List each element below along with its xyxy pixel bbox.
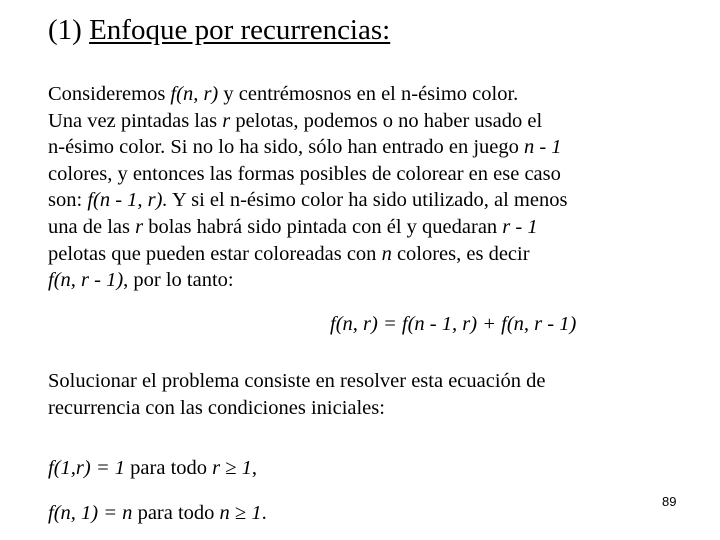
paragraph-recurrence-explanation bbox=[48, 81, 567, 294]
paragraph2-line-2: recurrencia con las condiciones iniciales: bbox=[48, 396, 385, 419]
math-text: r - 1 bbox=[502, 215, 538, 238]
math-text: n bbox=[381, 242, 392, 265]
text: colores, y entonces las formas posibles de colorear en ese caso bbox=[48, 162, 561, 185]
text: , por lo tanto: bbox=[123, 269, 234, 292]
math-text: r bbox=[135, 215, 144, 238]
text: n-ésimo color. Si no lo ha sido, sólo han entrado en juego bbox=[48, 136, 524, 159]
geq-symbol: ≥ bbox=[229, 502, 252, 524]
paragraph-line-6 bbox=[48, 214, 567, 241]
recurrence-formula: f(n, r) = f(n - 1, r) + f(n, r - 1) bbox=[330, 313, 577, 335]
paragraph-initial-conditions-intro bbox=[48, 368, 546, 421]
text: bolas habrá sido pintada con él y quedaran bbox=[143, 215, 503, 238]
math-text: 1 bbox=[251, 502, 262, 524]
title-text: Enfoque por recurrencias: bbox=[89, 14, 391, 46]
text: colores, es decir bbox=[391, 242, 530, 265]
initial-condition-2 bbox=[48, 500, 267, 526]
text: para todo bbox=[125, 457, 213, 479]
text: pelotas, podemos o no haber usado el bbox=[230, 109, 543, 132]
paragraph-line-3 bbox=[48, 134, 567, 161]
page-number: 89 bbox=[662, 494, 677, 509]
text: Y si el n-ésimo color ha sido utilizado, al menos bbox=[167, 189, 568, 212]
text: para todo bbox=[132, 502, 220, 524]
text: Consideremos bbox=[48, 83, 171, 105]
paragraph-line-8 bbox=[48, 267, 567, 294]
math-text: f(n - 1, r). bbox=[87, 189, 168, 212]
text: Una vez pintadas las bbox=[48, 109, 223, 132]
math-text: n - 1 bbox=[523, 136, 562, 159]
math-text: f(n, 1) = n bbox=[48, 502, 133, 524]
math-text: r bbox=[222, 109, 231, 132]
paragraph-line-2 bbox=[48, 108, 567, 135]
slide-title bbox=[48, 12, 390, 48]
math-text: 1 bbox=[241, 457, 252, 479]
paragraph-line-1 bbox=[48, 81, 567, 108]
text: pelotas que pueden estar coloreadas con bbox=[48, 242, 382, 265]
paragraph2-line-1: Solucionar el problema consiste en resolver esta ecuación de bbox=[48, 370, 546, 392]
math-text: r bbox=[212, 457, 221, 479]
text: una de las bbox=[48, 215, 136, 238]
title-number: (1) bbox=[48, 14, 82, 46]
initial-condition-1 bbox=[48, 455, 257, 481]
paragraph-line-5 bbox=[48, 187, 567, 214]
text: son: bbox=[48, 189, 88, 212]
math-text: f(1,r) = 1 bbox=[48, 457, 126, 479]
text: y centrémosnos en el n-ésimo color. bbox=[218, 83, 519, 105]
math-text: f(n, r - 1) bbox=[48, 269, 124, 292]
geq-symbol: ≥ bbox=[220, 457, 242, 479]
math-text: n bbox=[219, 502, 230, 524]
paragraph-line-7 bbox=[48, 241, 567, 268]
paragraph-line-4 bbox=[48, 161, 567, 188]
text: . bbox=[261, 502, 267, 524]
math-text: f(n, r) bbox=[170, 83, 219, 105]
text: , bbox=[251, 457, 258, 479]
